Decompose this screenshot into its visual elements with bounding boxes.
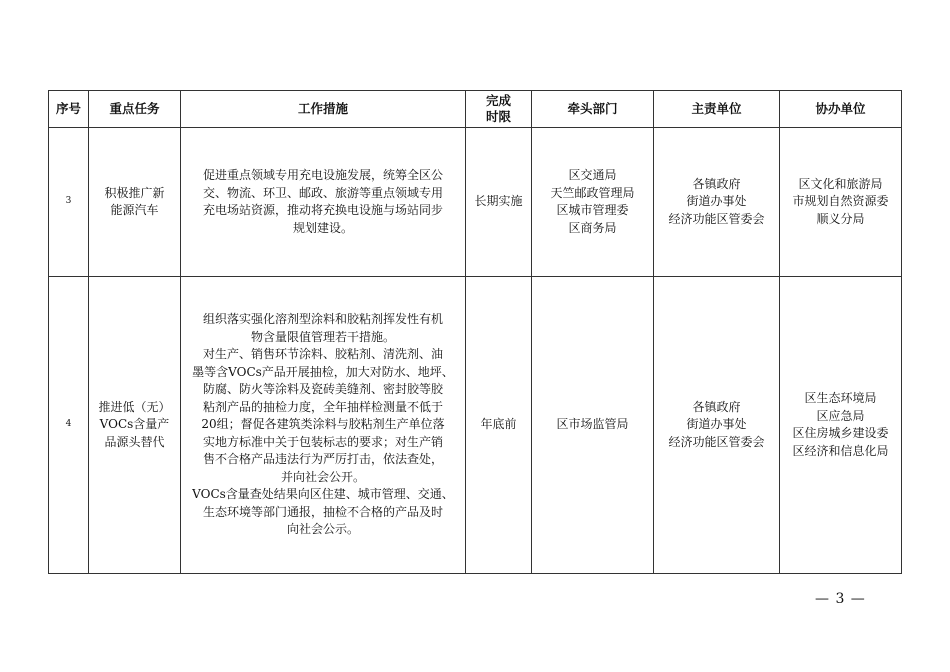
cell-line: 交、物流、环卫、邮政、旅游等重点领域专用: [202, 185, 443, 200]
cell-line: 售不合格产品违法行为严厉打击，依法查处，: [202, 452, 443, 467]
cell-line: 各镇政府: [692, 399, 741, 414]
header-responsible: 主责单位: [654, 91, 780, 128]
cell-line: 品源头替代: [104, 434, 165, 449]
cell-line: 区交通局: [568, 168, 617, 182]
cell-line: 市规划自然资源委: [792, 194, 889, 209]
header-task: 重点任务: [89, 91, 181, 128]
cell-line: 充电场站资源，推动将充换电设施与场站同步: [202, 203, 443, 217]
cell-responsible: [654, 128, 780, 277]
cell-line: 天竺邮政管理局: [550, 185, 635, 200]
cell-line: 防腐、防火等涂料及瓷砖美缝剂、密封胶等胶: [202, 382, 443, 397]
table-row: [49, 128, 902, 277]
header-seq: 序号: [49, 91, 89, 128]
cell-line: 对生产、销售环节涂料、胶粘剂、清洗剂、油: [202, 347, 443, 362]
header-deadline-line2: 时限: [485, 109, 511, 124]
cell-responsible: [654, 277, 780, 574]
cell-line: 区经济和信息化局: [792, 443, 889, 458]
cell-line: 经济功能区管委会: [668, 211, 765, 226]
header-lead: 牵头部门: [532, 91, 654, 128]
table-header-row: [49, 91, 902, 128]
cell-line: 向社会公示。: [286, 522, 359, 537]
cell-line: VOCs含量查处结果向区住建、城市管理、交通、: [192, 487, 454, 502]
cell-deadline: 长期实施: [466, 128, 532, 277]
cell-line: VOCs含量产: [99, 417, 170, 432]
header-deadline-line1: 完成: [485, 93, 511, 108]
cell-line: 并向社会公开。: [280, 469, 365, 484]
task-table: [48, 90, 902, 574]
cell-line: 积极推广新: [104, 185, 165, 200]
cell-line: 能源汽车: [110, 203, 159, 217]
cell-line: 20组；督促各建筑类涂料与胶粘剂生产单位落: [201, 417, 445, 432]
cell-line: 区文化和旅游局: [798, 176, 883, 191]
cell-line: 区城市管理委: [556, 203, 629, 217]
header-measures: 工作措施: [181, 91, 466, 128]
cell-line: 区应急局: [816, 408, 865, 423]
cell-line: 生态环境等部门通报，抽检不合格的产品及时: [202, 504, 443, 519]
cell-seq: 3: [49, 128, 89, 277]
cell-line: 墨等含VOCs产品开展抽检，加大对防水、地坪、: [192, 364, 454, 379]
header-deadline: [466, 91, 532, 128]
cell-line: 区商务局: [568, 220, 617, 235]
cell-measures: [181, 277, 466, 574]
cell-line: 物含量限值管理若干措施。: [250, 329, 395, 344]
cell-task: [89, 277, 181, 574]
cell-line: 顺义分局: [816, 211, 865, 226]
cell-line: 区市场监管局: [556, 417, 629, 432]
table-row: [49, 277, 902, 574]
cell-line: 经济功能区管委会: [668, 434, 765, 449]
cell-line: 各镇政府: [692, 176, 741, 191]
cell-line: 街道办事处: [686, 417, 747, 432]
header-assist: 协办单位: [780, 91, 902, 128]
cell-lead: [532, 128, 654, 277]
cell-task: [89, 128, 181, 277]
cell-assist: [780, 277, 902, 574]
cell-lead: [532, 277, 654, 574]
cell-deadline: 年底前: [466, 277, 532, 574]
cell-line: 组织落实强化溶剂型涂料和胶粘剂挥发性有机: [202, 312, 443, 327]
cell-line: 区生态环境局: [804, 391, 877, 405]
cell-line: 街道办事处: [686, 194, 747, 209]
page-number: — 3 —: [815, 591, 866, 607]
cell-line: 规划建设。: [292, 220, 353, 235]
cell-line: 区住房城乡建设委: [792, 426, 889, 440]
cell-measures: [181, 128, 466, 277]
cell-line: 粘剂产品的抽检力度，全年抽样检测量不低于: [202, 399, 443, 414]
cell-seq: 4: [49, 277, 89, 574]
cell-assist: [780, 128, 902, 277]
cell-line: 实地方标准中关于包装标志的要求；对生产销: [202, 434, 443, 449]
cell-line: 推进低（无）: [98, 399, 171, 414]
cell-line: 促进重点领域专用充电设施发展，统筹全区公: [202, 168, 443, 182]
